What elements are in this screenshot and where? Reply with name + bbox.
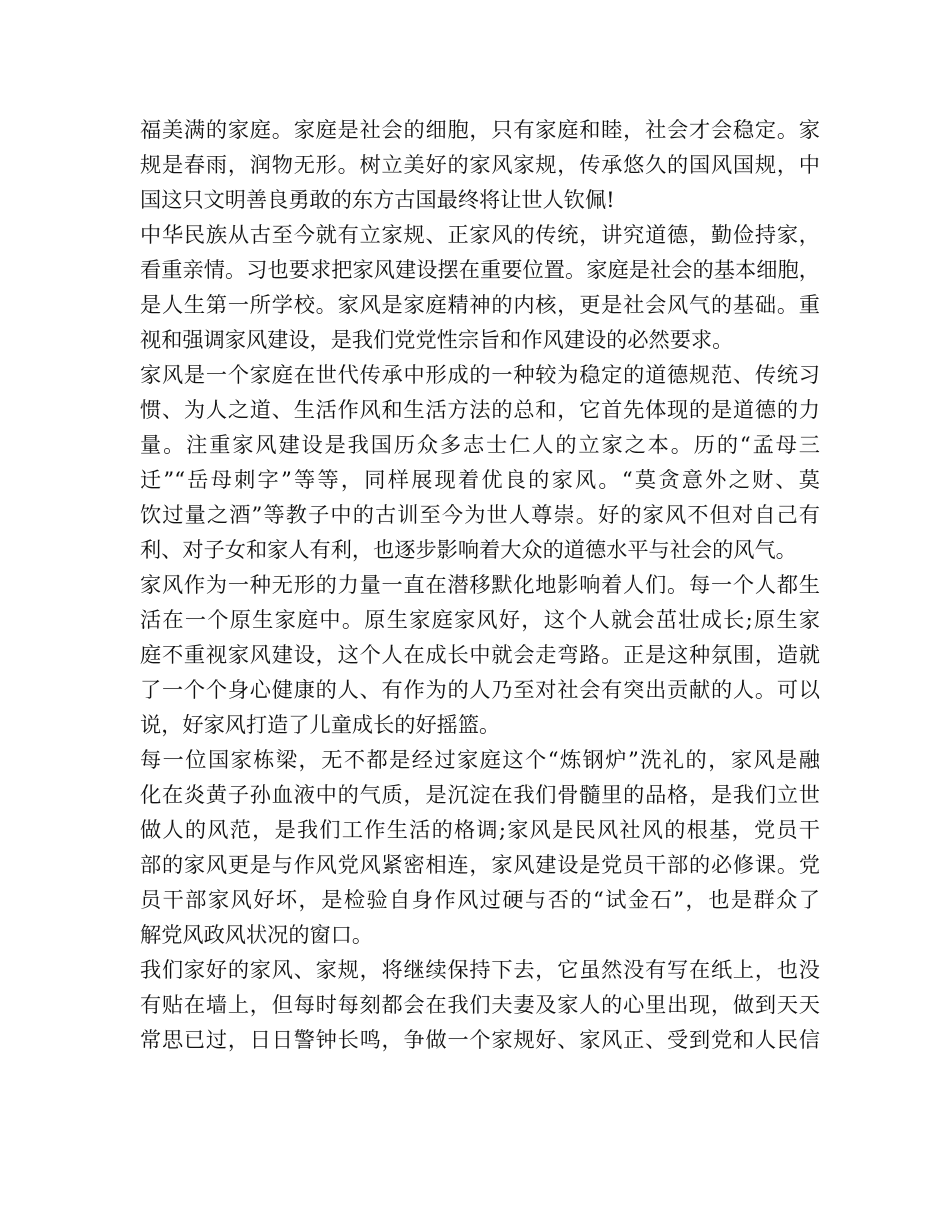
text-line: 家风是一个家庭在世代传承中形成的一种较为稳定的道德规范、传统习 [140,362,820,387]
text-line: 说，好家风打造了儿童成长的好摇篮。 [140,712,501,737]
text-line: 员干部家风好坏，是检验自身作风过硬与否的“试金石”，也是群众了 [140,887,820,912]
text-line: 每一位国家栋梁，无不都是经过家庭这个“炼钢炉”洗礼的，家风是融 [140,747,820,772]
text-line: 我们家好的家风、家规，将继续保持下去，它虽然没有写在纸上，也没 [140,957,820,982]
text-line: 家风作为一种无形的力量一直在潜移默化地影响着人们。每一个人都生 [140,572,820,597]
document-body [140,112,820,1057]
text-line: 迁”“岳母刺字”等等，同样展现着优良的家风。“莫贪意外之财、莫 [140,467,820,492]
text-line: 化在炎黄子孙血液中的气质，是沉淀在我们骨髓里的品格，是我们立世 [140,782,820,807]
text-line: 做人的风范，是我们工作生活的格调;家风是民风社风的根基，党员干 [140,817,820,842]
text-line: 利、对子女和家人有利，也逐步影响着大众的道德水平与社会的风气。 [140,537,797,562]
text-line: 惯、为人之道、生活作风和生活方法的总和，它首先体现的是道德的力 [140,397,820,422]
text-line: 规是春雨，润物无形。树立美好的家风家规，传承悠久的国风国规，中 [140,152,820,177]
text-line: 中华民族从古至今就有立家规、正家风的传统，讲究道德，勤俭持家， [140,222,820,247]
text-line: 是人生第一所学校。家风是家庭精神的内核，更是社会风气的基础。重 [140,292,820,317]
text-line: 福美满的家庭。家庭是社会的细胞，只有家庭和睦，社会才会稳定。家 [140,117,820,142]
text-line: 活在一个原生家庭中。原生家庭家风好，这个人就会茁壮成长;原生家 [140,607,820,632]
text-line: 有贴在墙上，但每时每刻都会在我们夫妻及家人的心里出现，做到天天 [140,992,820,1017]
text-line: 常思已过，日日警钟长鸣，争做一个家规好、家风正、受到党和人民信 [140,1027,820,1052]
text-line: 饮过量之酒”等教子中的古训至今为世人尊崇。好的家风不但对自己有 [140,502,820,527]
text-line: 国这只文明善良勇敢的东方古国最终将让世人钦佩! [140,187,615,212]
text-line: 看重亲情。习也要求把家风建设摆在重要位置。家庭是社会的基本细胞， [140,257,820,282]
text-line: 解党风政风状况的窗口。 [140,922,374,947]
text-line: 视和强调家风建设，是我们党党性宗旨和作风建设的必然要求。 [140,327,734,352]
text-line: 了一个个身心健康的人、有作为的人乃至对社会有突出贡献的人。可以 [140,677,820,702]
text-line: 部的家风更是与作风党风紧密相连，家风建设是党员干部的必修课。党 [140,852,820,877]
text-line: 量。注重家风建设是我国历众多志士仁人的立家之本。历的“孟母三 [140,432,820,457]
text-line: 庭不重视家风建设，这个人在成长中就会走弯路。正是这种氛围，造就 [140,642,820,667]
